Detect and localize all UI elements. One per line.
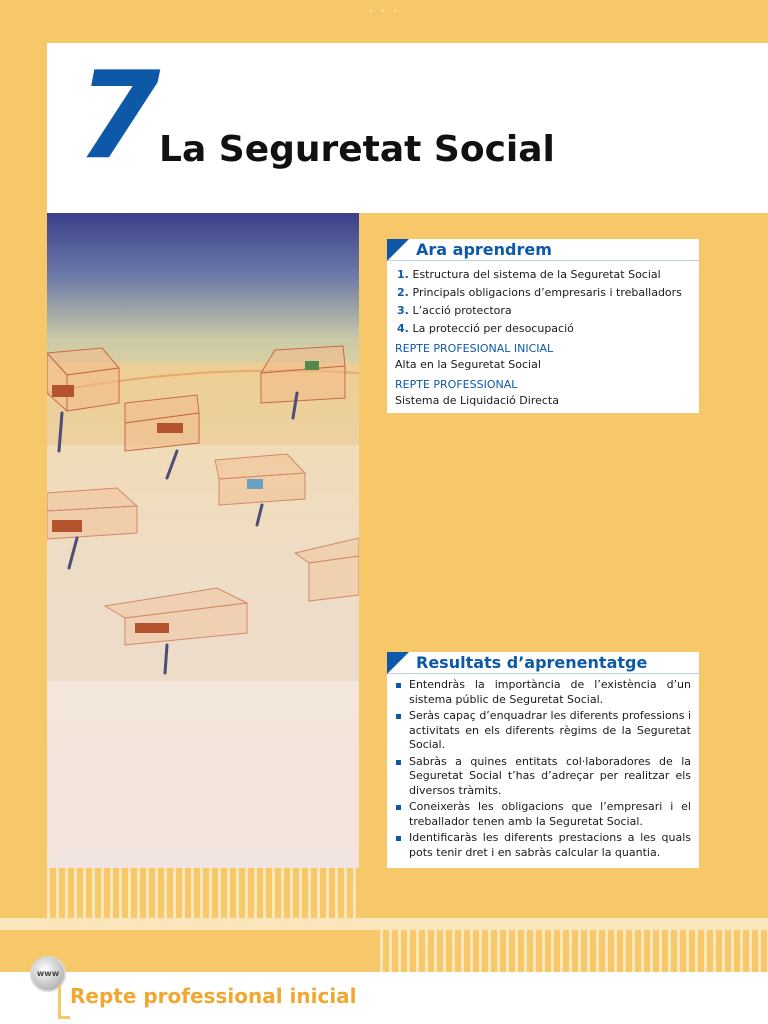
heading-triangle-icon — [387, 652, 409, 674]
list-item: 4. La protecció per desocupació — [397, 322, 574, 335]
list-item: Entendràs la importància de l’existència d’un sistema públic de Seguretat Social. — [395, 678, 691, 707]
chapter-number: 7 — [77, 47, 161, 186]
left-strip — [0, 43, 47, 916]
list-item: 3. L’acció protectora — [397, 304, 512, 317]
list-item: Seràs capaç d’enquadrar les diferents professions i activitats en els diferents règims de la Seguretat Social. — [395, 709, 691, 753]
list-item: Coneixeràs les obligacions que l’empresari i el treballador tenen amb la Seguretat Social. — [395, 800, 691, 829]
resultats-heading: Resultats d’aprenentatge — [416, 653, 648, 672]
chapter-illustration — [47, 213, 359, 918]
list-item: 1. Estructura del sistema de la Seguretat Social — [397, 268, 661, 281]
desk-1 — [52, 385, 74, 397]
footer-bracket — [58, 985, 70, 1019]
footer-title: Repte professional inicial — [70, 984, 357, 1008]
repte-inicial-label: REPTE PROFESIONAL INICIAL — [395, 342, 554, 355]
repte-text: Sistema de Liquidació Directa — [395, 394, 559, 407]
heading-triangle-icon — [387, 239, 409, 261]
ara-aprendrem-heading: Ara aprendrem — [416, 240, 552, 259]
desk-3 — [157, 423, 183, 433]
ara-aprendrem-header — [387, 239, 699, 261]
repte-label: REPTE PROFESSIONAL — [395, 378, 518, 391]
desk-2 — [305, 361, 319, 370]
repte-inicial-text: Alta en la Seguretat Social — [395, 358, 541, 371]
office-box-1 — [47, 348, 119, 411]
ara-aprendrem-box — [387, 239, 699, 413]
desk-5 — [52, 520, 82, 532]
desk-4 — [247, 479, 263, 489]
resultats-header — [387, 652, 699, 674]
office-box-2 — [261, 346, 345, 403]
list-item: Sabràs a quines entitats col·laboradores de la Seguretat Social t’has d’adreçar per realitzar els diversos tràmits. — [395, 755, 691, 799]
list-item: Identificaràs les diferents prestacions a les quals pots tenir dret i en sabràs calcular la quantia. — [395, 831, 691, 860]
footer-band — [0, 918, 768, 930]
top-dots: • • • — [368, 7, 400, 17]
chapter-title: La Seguretat Social — [159, 129, 555, 170]
desk-7 — [135, 623, 169, 633]
chapter-header — [47, 43, 768, 213]
list-item: 2. Principals obligacions d’empresaris i treballadors — [397, 286, 682, 299]
decorative-stripes-right — [380, 930, 768, 972]
resultats-box — [387, 652, 699, 868]
www-icon[interactable]: www — [30, 956, 66, 992]
decorative-stripes-left — [47, 868, 359, 918]
